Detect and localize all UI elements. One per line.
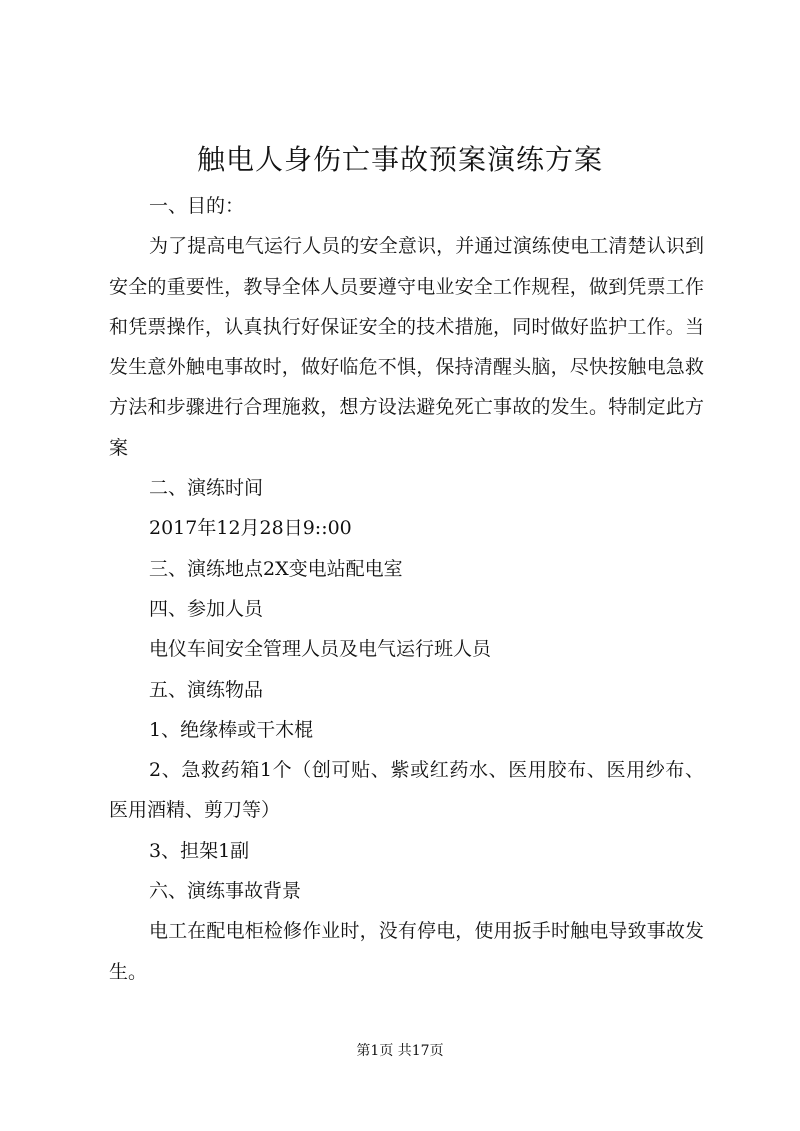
section-heading-drill-location: 三、演练地点2X变电站配电室 — [149, 557, 403, 580]
accident-background-paragraph: 电工在配电柜检修作业时，没有停电，使用扳手时触电导致事故发生。 — [109, 920, 704, 983]
section-heading-accident-background: 六、演练事故背景 — [149, 880, 302, 903]
document-title: 触电人身伤亡事故预案演练方案 — [196, 143, 603, 176]
drill-item-2: 2、急救药箱1个（创可贴、紫或红药水、医用胶布、医用纱布、医用酒精、剪刀等） — [109, 759, 704, 822]
section-heading-participants: 四、参加人员 — [149, 597, 264, 620]
section-heading-purpose: 一、目的： — [149, 195, 245, 217]
section-heading-drill-time: 二、演练时间 — [149, 477, 264, 500]
page-number-footer: 第1页 共17页 — [356, 1043, 444, 1059]
purpose-paragraph: 为了提高电气运行人员的安全意识，并通过演练使电工清楚认识到安全的重要性，教导全体人员要遵守电业安全工作规程，做到凭票工作和凭票操作，认真执行好保证安全的技术措施，同时做好监护工作。当发生意外触电事故时，做好临危不惧，保持清醒头脑，尽快按触电急救方法和步骤进行合理施救，想方设法避免死亡事故的发生。特制定此方案 — [109, 235, 704, 459]
section-heading-drill-items: 五、演练物品 — [149, 678, 264, 701]
drill-time-value: 2017年12月28日9::00 — [149, 517, 352, 540]
participants-value: 电仪车间安全管理人员及电气运行班人员 — [149, 638, 492, 661]
document-body — [109, 186, 704, 992]
drill-item-3: 3、担架1副 — [149, 839, 250, 862]
drill-item-1: 1、绝缘棒或干木棍 — [149, 718, 314, 741]
